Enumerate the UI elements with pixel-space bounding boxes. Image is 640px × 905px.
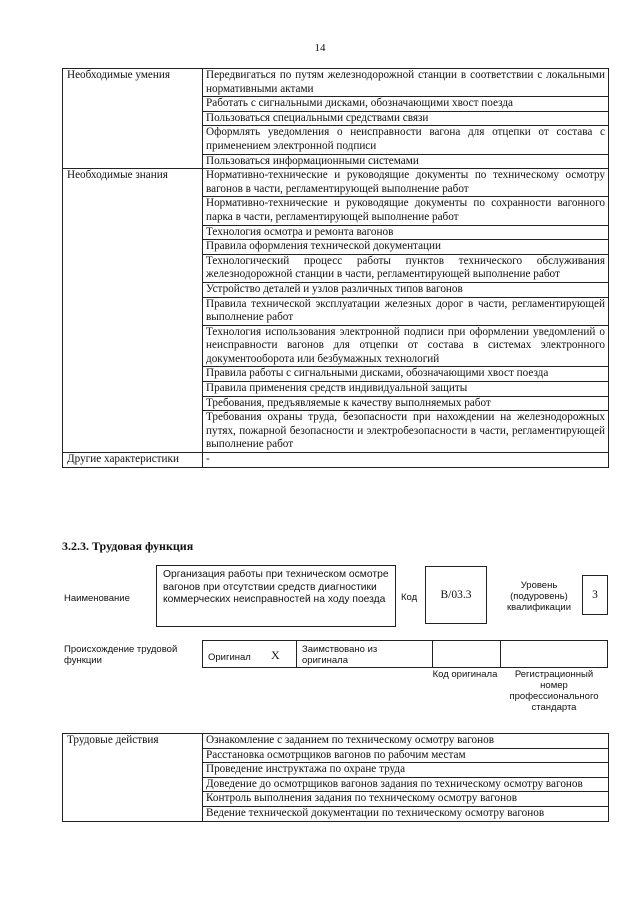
row-label: Трудовые действия <box>63 734 203 822</box>
borrowed-label: Заимствовано из оригинала <box>302 644 378 666</box>
original-mark: X <box>271 648 280 662</box>
code-value: В/03.3 <box>440 589 472 601</box>
row-label: Другие характеристики <box>63 453 203 468</box>
row-label: Необходимые умения <box>63 69 203 169</box>
origin-divider <box>500 641 501 667</box>
name-label: Наименование <box>64 593 130 604</box>
table-cell: Правила технической эксплуатации железных дорог в части, регламентирующей выполнение работ <box>203 297 609 325</box>
table-row <box>63 69 609 97</box>
table-cell: Правила оформления технической документации <box>203 240 609 255</box>
table-cell: Контроль выполнения задания по техническому осмотру вагонов <box>203 792 609 807</box>
level-value: 3 <box>592 589 598 601</box>
table-cell: Технология осмотра и ремонта вагонов <box>203 225 609 240</box>
table-cell: Правила работы с сигнальными дисками, обозначающими хвост поезда <box>203 367 609 382</box>
origin-divider <box>296 641 297 667</box>
table-row <box>63 453 609 468</box>
table-row <box>63 169 609 197</box>
labor-actions-table <box>62 733 609 822</box>
table-cell: Пользоваться специальными средствами связи <box>203 111 609 126</box>
table-cell: Нормативно-технические и руководящие документы по сохранности вагонного парка в части, регламентирующей выполнение работ <box>203 197 609 225</box>
table-cell: Доведение до осмотрщиков вагонов задания по техническому осмотру вагонов <box>203 777 609 792</box>
table-cell: Устройство деталей и узлов различных типов вагонов <box>203 282 609 297</box>
table-cell: Правила применения средств индивидуальной защиты <box>203 382 609 397</box>
function-name-box <box>156 565 396 627</box>
table-cell: Требования охраны труда, безопасности при нахождении на железнодорожных путях, пожарной безопасности и электробезопасности в части, регламентирующей выполнение работ <box>203 411 609 453</box>
table-cell: Нормативно-технические и руководящие документы по техническому осмотру вагонов в части, регламентирующей выполнение работ <box>203 169 609 197</box>
table-cell: Оформлять уведомления о неисправности вагона для отцепки от состава с применением электронной подписи <box>203 126 609 154</box>
level-label: Уровень (подуровень) квалификации <box>506 580 572 613</box>
code-original-caption: Код оригинала <box>432 669 498 680</box>
origin-label: Происхождение трудовой функции <box>64 644 178 666</box>
section-heading: 3.2.3. Трудовая функция <box>62 539 194 553</box>
table-cell: Работать с сигнальными дисками, обозначающими хвост поезда <box>203 97 609 112</box>
table-cell: - <box>203 453 609 468</box>
table-cell: Проведение инструктажа по охране труда <box>203 763 609 778</box>
page-number: 14 <box>314 42 326 54</box>
requirements-table <box>62 68 609 468</box>
original-label: Оригинал <box>208 652 251 663</box>
row-label: Необходимые знания <box>63 169 203 453</box>
origin-box <box>202 640 608 668</box>
table-row <box>63 734 609 749</box>
table-cell: Пользоваться информационными системами <box>203 154 609 169</box>
level-box <box>582 575 608 615</box>
reg-number-caption: Регистрационный номер профессионального стандарта <box>509 669 599 713</box>
table-cell: Технологический процесс работы пунктов технического обслуживания железнодорожной станции в части, регламентирующей выполнение работ <box>203 254 609 282</box>
table-cell: Технология использования электронной подписи при оформлении уведомлений о неисправности вагонов для отцепки от состава в системах электронного документооборота или безбумажных технологий <box>203 325 609 367</box>
function-name-value: Организация работы при техническом осмотре вагонов при отсутствии средств диагностики коммерческих неисправностей на ходу поезда <box>163 569 389 606</box>
table-cell: Расстановка осмотрщиков вагонов по рабочим местам <box>203 748 609 763</box>
table-cell: Передвигаться по путям железнодорожной станции в соответствии с локальными нормативными актами <box>203 69 609 97</box>
table-cell: Ознакомление с заданием по техническому осмотру вагонов <box>203 734 609 749</box>
code-label: Код <box>401 592 418 603</box>
table-cell: Требования, предъявляемые к качеству выполняемых работ <box>203 396 609 411</box>
code-box <box>425 566 487 624</box>
table-cell: Ведение технической документации по техническому осмотру вагонов <box>203 806 609 821</box>
origin-divider <box>432 641 433 667</box>
